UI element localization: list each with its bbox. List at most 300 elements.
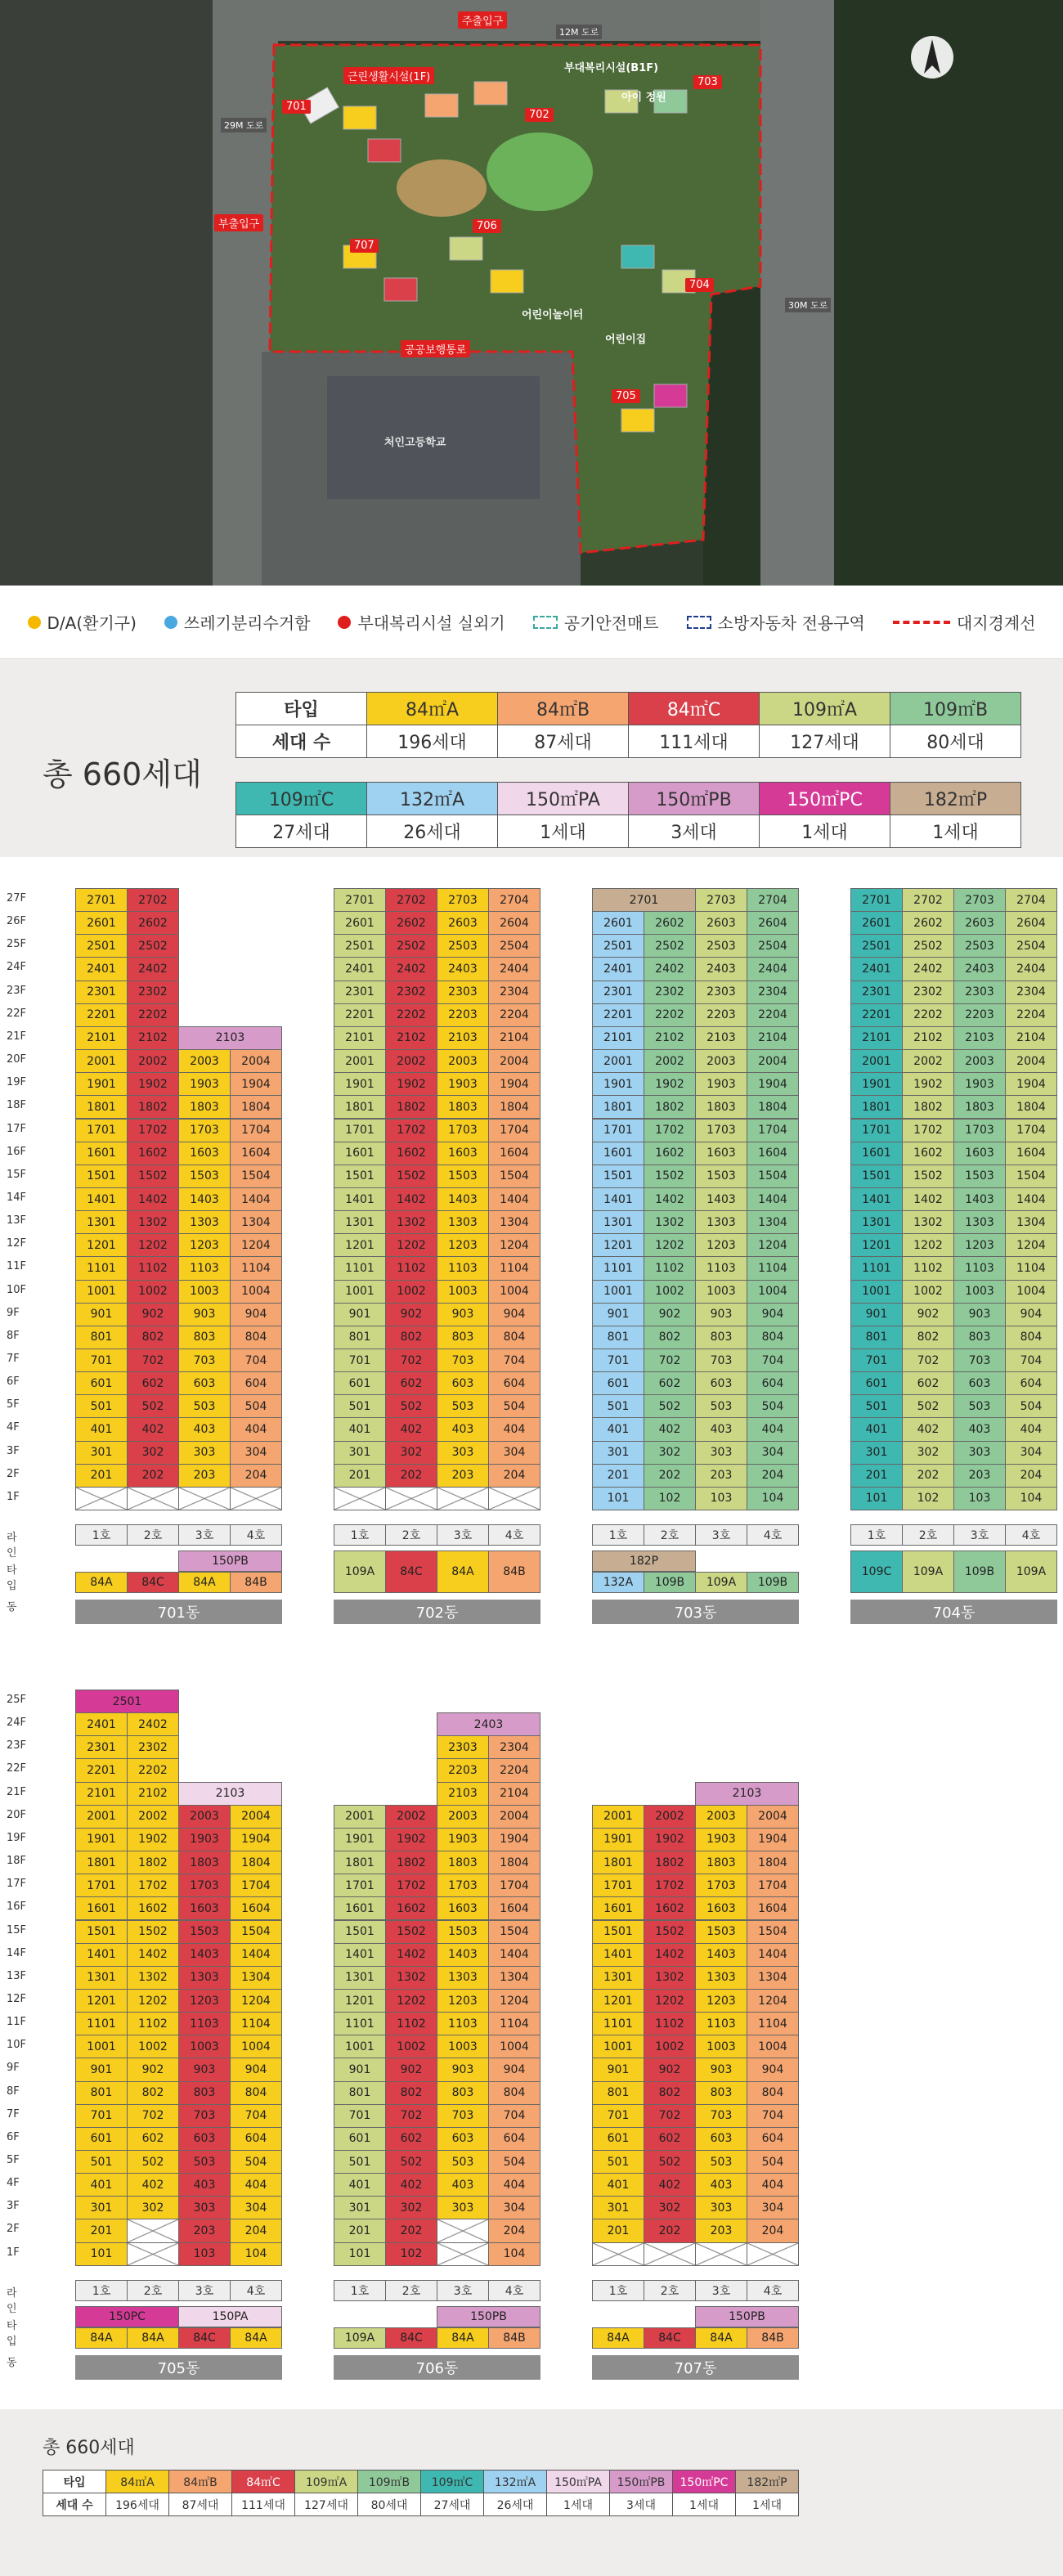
unit-cell: 1604 bbox=[230, 1142, 282, 1165]
unit-cell: 2404 bbox=[747, 957, 799, 981]
map-label-702: 702 bbox=[525, 108, 554, 122]
unit-cell: 702 bbox=[127, 2104, 179, 2128]
unit-cell: 201 bbox=[850, 1464, 903, 1488]
unit-cell: 1902 bbox=[902, 1072, 954, 1096]
type-cell: 84㎡B bbox=[498, 693, 629, 725]
unit-cell: 2203 bbox=[437, 1758, 489, 1782]
unit-cell: 1204 bbox=[488, 1989, 540, 2013]
unit-cell: 1304 bbox=[488, 1210, 540, 1234]
line-cell: 1호 bbox=[75, 1524, 128, 1546]
unit-cell: 901 bbox=[75, 2058, 128, 2081]
unit-cell: 404 bbox=[747, 1417, 799, 1441]
unit-cell: 1003 bbox=[178, 2035, 231, 2058]
floor-label: 7F bbox=[7, 1353, 20, 1365]
floor-label: 16F bbox=[7, 1901, 27, 1914]
unit-cell: 2301 bbox=[592, 981, 644, 1004]
unit-cell: 1302 bbox=[385, 1966, 437, 1990]
unit-cell: 202 bbox=[644, 1464, 696, 1488]
unit-cell: 204 bbox=[488, 2219, 540, 2242]
unit-cell: 604 bbox=[230, 1371, 282, 1395]
count-cell: 27세대 bbox=[421, 2493, 484, 2516]
unit-cell: 1902 bbox=[644, 1828, 696, 1851]
unit-cell: 2103 bbox=[695, 1026, 747, 1050]
unit-cell: 1803 bbox=[953, 1095, 1006, 1119]
unit-cell: 601 bbox=[850, 1371, 903, 1395]
unit-cell: 703 bbox=[437, 1349, 489, 1372]
unit-cell: 1003 bbox=[695, 2035, 747, 2058]
unit-cell: 1204 bbox=[230, 1989, 282, 2013]
unit-cell: 1502 bbox=[902, 1165, 954, 1188]
unit-cell: 603 bbox=[695, 1371, 747, 1395]
dong-name: 707동 bbox=[592, 2355, 799, 2380]
unit-cell: 204 bbox=[747, 2219, 799, 2242]
unit-cell: 401 bbox=[75, 2173, 128, 2197]
unit-cell: 902 bbox=[127, 2058, 179, 2081]
type-cell: 132A bbox=[592, 1572, 644, 1593]
unit-cell: 501 bbox=[334, 2150, 386, 2174]
unit-cell: 403 bbox=[953, 1417, 1006, 1441]
unit-cell: 1901 bbox=[75, 1072, 128, 1096]
floor-label: 14F bbox=[7, 1946, 27, 1959]
unit-cell: 2504 bbox=[488, 934, 540, 958]
legend-box-icon bbox=[533, 616, 558, 629]
unit-cell: 2304 bbox=[1005, 981, 1057, 1004]
line-cell: 1호 bbox=[334, 1524, 386, 1546]
unit-cell: 401 bbox=[850, 1417, 903, 1441]
unit-cell: 1402 bbox=[385, 1187, 437, 1211]
unit-cell: 401 bbox=[75, 1417, 128, 1441]
unit-cell: 1803 bbox=[695, 1851, 747, 1874]
unit-cell: 2303 bbox=[695, 981, 747, 1004]
unit-cell: 303 bbox=[178, 2196, 231, 2219]
unit-cell: 2602 bbox=[385, 911, 437, 935]
empty-unit bbox=[437, 2219, 489, 2242]
unit-cell: 1301 bbox=[334, 1210, 386, 1234]
unit-cell: 702 bbox=[385, 1349, 437, 1372]
unit-cell: 204 bbox=[1005, 1464, 1057, 1488]
bottom-count-header: 세대 수 bbox=[43, 2493, 106, 2516]
type-cell: 84C bbox=[178, 2327, 231, 2349]
unit-cell: 703 bbox=[178, 1349, 231, 1372]
unit-cell: 1101 bbox=[75, 1256, 128, 1280]
type-penthouse: 150PC bbox=[75, 2306, 179, 2327]
row-label-dong: 동 bbox=[7, 2356, 17, 2369]
unit-cell: 1903 bbox=[178, 1828, 231, 1851]
unit-cell: 304 bbox=[488, 1441, 540, 1465]
unit-cell: 901 bbox=[592, 1303, 644, 1326]
legend-dot-icon bbox=[28, 616, 41, 629]
unit-cell: 1504 bbox=[747, 1920, 799, 1944]
type-cell: 109B bbox=[747, 1572, 799, 1593]
unit-cell: 903 bbox=[437, 1303, 489, 1326]
unit-cell: 203 bbox=[178, 1464, 231, 1488]
unit-cell: 101 bbox=[75, 2242, 128, 2266]
map-label-707: 707 bbox=[350, 239, 379, 253]
unit-cell: 1102 bbox=[385, 2012, 437, 2035]
unit-cell: 1601 bbox=[592, 1896, 644, 1920]
unit-cell: 1404 bbox=[488, 1187, 540, 1211]
penthouse-unit: 2103 bbox=[695, 1782, 799, 1806]
map-label-walkway: 공공보행통로 bbox=[401, 340, 470, 357]
unit-cell: 1604 bbox=[747, 1896, 799, 1920]
unit-cell: 2104 bbox=[1005, 1026, 1057, 1050]
floor-label: 25F bbox=[7, 1694, 27, 1706]
unit-cell: 1102 bbox=[127, 1256, 179, 1280]
unit-cell: 1203 bbox=[178, 1989, 231, 2013]
unit-cell: 902 bbox=[644, 1303, 696, 1326]
unit-cell: 2302 bbox=[644, 981, 696, 1004]
unit-cell: 1804 bbox=[488, 1095, 540, 1119]
unit-cell: 2001 bbox=[334, 1805, 386, 1829]
unit-cell: 604 bbox=[1005, 1371, 1057, 1395]
unit-cell: 2703 bbox=[695, 888, 747, 912]
unit-cell: 302 bbox=[127, 2196, 179, 2219]
unit-cell: 2501 bbox=[850, 934, 903, 958]
unit-cell: 1404 bbox=[747, 1187, 799, 1211]
unit-cell: 2403 bbox=[437, 957, 489, 981]
floor-label: 10F bbox=[7, 2039, 27, 2052]
type-cell: 109B bbox=[953, 1551, 1006, 1593]
legend-item bbox=[338, 610, 505, 634]
unit-cell: 1603 bbox=[437, 1142, 489, 1165]
type-cell: 84A bbox=[127, 2327, 179, 2349]
floor-label: 2F bbox=[7, 1467, 20, 1480]
unit-cell: 2102 bbox=[127, 1782, 179, 1806]
unit-cell: 201 bbox=[592, 2219, 644, 2242]
unit-cell: 2501 bbox=[334, 934, 386, 958]
unit-cell: 2104 bbox=[488, 1026, 540, 1050]
map-label-sub-gate: 부출입구 bbox=[214, 214, 263, 231]
unit-cell: 503 bbox=[695, 1394, 747, 1418]
unit-cell: 304 bbox=[488, 2196, 540, 2219]
unit-cell: 403 bbox=[437, 1417, 489, 1441]
unit-cell: 1403 bbox=[437, 1943, 489, 1967]
bottom-type-header: 타입 bbox=[43, 2471, 106, 2493]
unit-cell: 2102 bbox=[902, 1026, 954, 1050]
unit-cell: 2103 bbox=[437, 1026, 489, 1050]
unit-cell: 2303 bbox=[953, 981, 1006, 1004]
dong-name: 702동 bbox=[334, 1600, 540, 1624]
unit-cell: 1101 bbox=[334, 2012, 386, 2035]
unit-cell: 802 bbox=[385, 2081, 437, 2105]
unit-cell: 1701 bbox=[334, 1119, 386, 1142]
type-cell: 109C bbox=[850, 1551, 903, 1593]
unit-cell: 1903 bbox=[953, 1072, 1006, 1096]
unit-cell: 2201 bbox=[334, 1003, 386, 1027]
unit-cell: 702 bbox=[644, 2104, 696, 2128]
floor-label: 15F bbox=[7, 1923, 27, 1936]
floor-label: 18F bbox=[7, 1855, 27, 1868]
unit-cell: 1803 bbox=[178, 1095, 231, 1119]
unit-cell: 503 bbox=[437, 1394, 489, 1418]
unit-cell: 1704 bbox=[488, 1119, 540, 1142]
unit-cell: 901 bbox=[75, 1303, 128, 1326]
unit-cell: 103 bbox=[178, 2242, 231, 2266]
unit-cell: 2004 bbox=[488, 1805, 540, 1829]
unit-cell: 804 bbox=[230, 2081, 282, 2105]
unit-cell: 1501 bbox=[592, 1165, 644, 1188]
unit-cell: 1901 bbox=[592, 1828, 644, 1851]
unit-cell: 403 bbox=[178, 2173, 231, 2197]
unit-cell: 203 bbox=[953, 1464, 1006, 1488]
unit-cell: 1701 bbox=[75, 1874, 128, 1897]
unit-cell: 2003 bbox=[437, 1805, 489, 1829]
unit-cell: 1003 bbox=[953, 1280, 1006, 1304]
unit-cell: 1203 bbox=[953, 1233, 1006, 1257]
unit-cell: 1903 bbox=[178, 1072, 231, 1096]
unit-cell: 1701 bbox=[75, 1119, 128, 1142]
unit-cell: 803 bbox=[437, 1326, 489, 1349]
unit-cell: 2301 bbox=[75, 981, 128, 1004]
unit-cell: 1601 bbox=[850, 1142, 903, 1165]
unit-cell: 301 bbox=[75, 2196, 128, 2219]
floor-label: 9F bbox=[7, 2062, 20, 2075]
unit-cell: 1802 bbox=[644, 1095, 696, 1119]
unit-cell: 2001 bbox=[592, 1805, 644, 1829]
unit-cell: 602 bbox=[127, 1371, 179, 1395]
unit-cell: 2602 bbox=[902, 911, 954, 935]
unit-cell: 401 bbox=[334, 1417, 386, 1441]
unit-cell: 404 bbox=[488, 1417, 540, 1441]
unit-cell: 2704 bbox=[1005, 888, 1057, 912]
unit-cell: 1704 bbox=[488, 1874, 540, 1897]
unit-cell: 801 bbox=[850, 1326, 903, 1349]
line-cell: 4호 bbox=[488, 1524, 540, 1546]
type-cell: 84C bbox=[385, 2327, 437, 2349]
map-label-kids-garden: 아이 정원 bbox=[621, 92, 666, 104]
unit-cell: 302 bbox=[127, 1441, 179, 1465]
unit-cell: 1502 bbox=[644, 1920, 696, 1944]
unit-cell: 1403 bbox=[953, 1187, 1006, 1211]
unit-cell: 2002 bbox=[127, 1049, 179, 1073]
site-plan-drawing bbox=[0, 0, 1063, 586]
unit-cell: 704 bbox=[747, 1349, 799, 1372]
unit-cell: 1101 bbox=[592, 2012, 644, 2035]
row-label-type: 타입 bbox=[7, 2319, 17, 2348]
unit-cell: 1103 bbox=[953, 1256, 1006, 1280]
unit-cell: 2003 bbox=[178, 1049, 231, 1073]
unit-cell: 2503 bbox=[437, 934, 489, 958]
unit-cell: 304 bbox=[1005, 1441, 1057, 1465]
unit-cell: 1702 bbox=[644, 1119, 696, 1142]
unit-cell: 702 bbox=[385, 2104, 437, 2128]
unit-cell: 1703 bbox=[953, 1119, 1006, 1142]
unit-cell: 2404 bbox=[1005, 957, 1057, 981]
type-cell: 109㎡C bbox=[421, 2471, 484, 2493]
unit-cell: 504 bbox=[747, 1394, 799, 1418]
type-cell: 150㎡PA bbox=[547, 2471, 610, 2493]
empty-unit bbox=[75, 1487, 128, 1510]
line-cell: 3호 bbox=[695, 2280, 747, 2301]
unit-cell: 303 bbox=[695, 1441, 747, 1465]
unit-cell: 701 bbox=[592, 1349, 644, 1372]
unit-cell: 1002 bbox=[644, 1280, 696, 1304]
unit-cell: 2003 bbox=[953, 1049, 1006, 1073]
unit-cell: 2502 bbox=[902, 934, 954, 958]
unit-cell: 503 bbox=[953, 1394, 1006, 1418]
unit-cell: 504 bbox=[1005, 1394, 1057, 1418]
unit-cell: 1801 bbox=[75, 1095, 128, 1119]
unit-cell: 202 bbox=[644, 2219, 696, 2242]
unit-cell: 2301 bbox=[334, 981, 386, 1004]
unit-cell: 502 bbox=[385, 2150, 437, 2174]
unit-cell: 1502 bbox=[644, 1165, 696, 1188]
unit-cell: 701 bbox=[592, 2104, 644, 2128]
type-cell: 150㎡PA bbox=[498, 783, 629, 815]
unit-cell: 903 bbox=[695, 2058, 747, 2081]
unit-cell: 803 bbox=[178, 2081, 231, 2105]
unit-cell: 2004 bbox=[230, 1805, 282, 1829]
unit-cell: 1804 bbox=[1005, 1095, 1057, 1119]
unit-cell: 2002 bbox=[385, 1805, 437, 1829]
unit-cell: 1301 bbox=[592, 1966, 644, 1990]
floor-label: 3F bbox=[7, 1444, 20, 1457]
unit-cell: 1403 bbox=[178, 1187, 231, 1211]
floor-label: 10F bbox=[7, 1283, 27, 1296]
unit-cell: 1101 bbox=[334, 1256, 386, 1280]
unit-cell: 1702 bbox=[127, 1119, 179, 1142]
unit-cell: 502 bbox=[644, 1394, 696, 1418]
unit-cell: 2502 bbox=[644, 934, 696, 958]
type-cell: 109A bbox=[1005, 1551, 1057, 1593]
unit-cell: 2304 bbox=[488, 1735, 540, 1759]
type-cell: 84A bbox=[592, 2327, 644, 2349]
type-cell: 109㎡A bbox=[295, 2471, 358, 2493]
unit-cell: 501 bbox=[334, 1394, 386, 1418]
unit-cell: 1703 bbox=[178, 1874, 231, 1897]
penthouse-unit: 2103 bbox=[178, 1026, 282, 1050]
unit-cell: 1702 bbox=[385, 1119, 437, 1142]
unit-cell: 2001 bbox=[75, 1805, 128, 1829]
unit-cell: 1002 bbox=[385, 1280, 437, 1304]
legend-item bbox=[893, 610, 1036, 634]
unit-cell: 803 bbox=[695, 2081, 747, 2105]
unit-cell: 2601 bbox=[334, 911, 386, 935]
line-cell: 2호 bbox=[385, 1524, 437, 1546]
unit-cell: 402 bbox=[644, 2173, 696, 2197]
line-cell: 2호 bbox=[902, 1524, 954, 1546]
unit-cell: 1502 bbox=[127, 1920, 179, 1944]
unit-cell: 1202 bbox=[127, 1989, 179, 2013]
unit-cell: 1602 bbox=[644, 1142, 696, 1165]
unit-cell: 602 bbox=[644, 2127, 696, 2151]
row-label-type: 타입 bbox=[7, 1564, 17, 1593]
count-cell: 1세대 bbox=[673, 2493, 736, 2516]
unit-cell: 804 bbox=[747, 1326, 799, 1349]
map-label-road-30m: 30M 도로 bbox=[785, 298, 831, 312]
unit-cell: 1104 bbox=[230, 2012, 282, 2035]
unit-cell: 1301 bbox=[334, 1966, 386, 1990]
unit-cell: 1001 bbox=[334, 1280, 386, 1304]
unit-cell: 1404 bbox=[230, 1187, 282, 1211]
unit-cell: 804 bbox=[488, 1326, 540, 1349]
unit-cell: 2004 bbox=[230, 1049, 282, 1073]
unit-cell: 2001 bbox=[850, 1049, 903, 1073]
type-cell: 84A bbox=[437, 1551, 489, 1593]
unit-cell: 2402 bbox=[127, 957, 179, 981]
unit-cell: 2201 bbox=[75, 1758, 128, 1782]
unit-cell: 1203 bbox=[695, 1989, 747, 2013]
unit-cell: 1901 bbox=[850, 1072, 903, 1096]
unit-cell: 604 bbox=[488, 1371, 540, 1395]
unit-cell: 2402 bbox=[385, 957, 437, 981]
count-cell: 196세대 bbox=[367, 725, 498, 758]
floor-label: 24F bbox=[7, 1717, 27, 1730]
type-cell: 182㎡P bbox=[890, 783, 1021, 815]
unit-cell: 601 bbox=[592, 2127, 644, 2151]
unit-cell: 2202 bbox=[385, 1003, 437, 1027]
unit-cell: 1602 bbox=[385, 1896, 437, 1920]
unit-cell: 201 bbox=[334, 2219, 386, 2242]
unit-cell: 1403 bbox=[695, 1943, 747, 1967]
unit-cell: 904 bbox=[747, 1303, 799, 1326]
unit-cell: 303 bbox=[178, 1441, 231, 1465]
unit-cell: 1801 bbox=[334, 1095, 386, 1119]
count-cell: 127세대 bbox=[295, 2493, 358, 2516]
unit-cell: 702 bbox=[644, 1349, 696, 1372]
floor-label: 21F bbox=[7, 1785, 27, 1798]
unit-cell: 1401 bbox=[75, 1187, 128, 1211]
unit-cell: 604 bbox=[747, 1371, 799, 1395]
line-cell: 4호 bbox=[230, 2280, 282, 2301]
unit-cell: 1603 bbox=[953, 1142, 1006, 1165]
unit-cell: 1201 bbox=[334, 1989, 386, 2013]
unit-cell: 1902 bbox=[644, 1072, 696, 1096]
unit-cell: 1602 bbox=[644, 1896, 696, 1920]
line-cell: 1호 bbox=[592, 2280, 644, 2301]
unit-cell: 301 bbox=[850, 1441, 903, 1465]
unit-cell: 403 bbox=[695, 2173, 747, 2197]
unit-cell: 1404 bbox=[230, 1943, 282, 1967]
unit-cell: 501 bbox=[75, 2150, 128, 2174]
unit-cell: 1204 bbox=[488, 1233, 540, 1257]
unit-cell: 901 bbox=[334, 2058, 386, 2081]
unit-cell: 403 bbox=[178, 1417, 231, 1441]
unit-cell: 1004 bbox=[488, 1280, 540, 1304]
unit-cell: 603 bbox=[437, 1371, 489, 1395]
unit-cell: 302 bbox=[902, 1441, 954, 1465]
unit-cell: 1002 bbox=[902, 1280, 954, 1304]
unit-cell: 901 bbox=[334, 1303, 386, 1326]
unit-cell: 403 bbox=[437, 2173, 489, 2197]
type-penthouse: 182P bbox=[592, 1551, 696, 1572]
unit-cell: 2204 bbox=[1005, 1003, 1057, 1027]
type-cell: 84C bbox=[127, 1572, 179, 1593]
floor-label: 23F bbox=[7, 984, 27, 997]
type-cell: 109A bbox=[695, 1572, 747, 1593]
type-cell: 109㎡B bbox=[358, 2471, 421, 2493]
floor-label: 16F bbox=[7, 1145, 27, 1158]
unit-cell: 501 bbox=[592, 1394, 644, 1418]
penthouse-unit: 2501 bbox=[75, 1690, 179, 1713]
unit-cell: 902 bbox=[385, 1303, 437, 1326]
unit-cell: 1703 bbox=[178, 1119, 231, 1142]
unit-cell: 1802 bbox=[385, 1095, 437, 1119]
unit-cell: 803 bbox=[178, 1326, 231, 1349]
legend-label: 공기안전매트 bbox=[563, 613, 659, 633]
line-cell: 4호 bbox=[1005, 1524, 1057, 1546]
count-cell: 1세대 bbox=[736, 2493, 799, 2516]
map-label-706: 706 bbox=[473, 219, 501, 233]
unit-cell: 903 bbox=[953, 1303, 1006, 1326]
unit-cell: 303 bbox=[437, 2196, 489, 2219]
line-cell: 4호 bbox=[488, 2280, 540, 2301]
unit-cell: 2704 bbox=[488, 888, 540, 912]
count-cell: 3세대 bbox=[610, 2493, 673, 2516]
count-cell: 1세대 bbox=[498, 815, 629, 848]
floor-label: 17F bbox=[7, 1122, 27, 1135]
unit-cell: 1204 bbox=[1005, 1233, 1057, 1257]
